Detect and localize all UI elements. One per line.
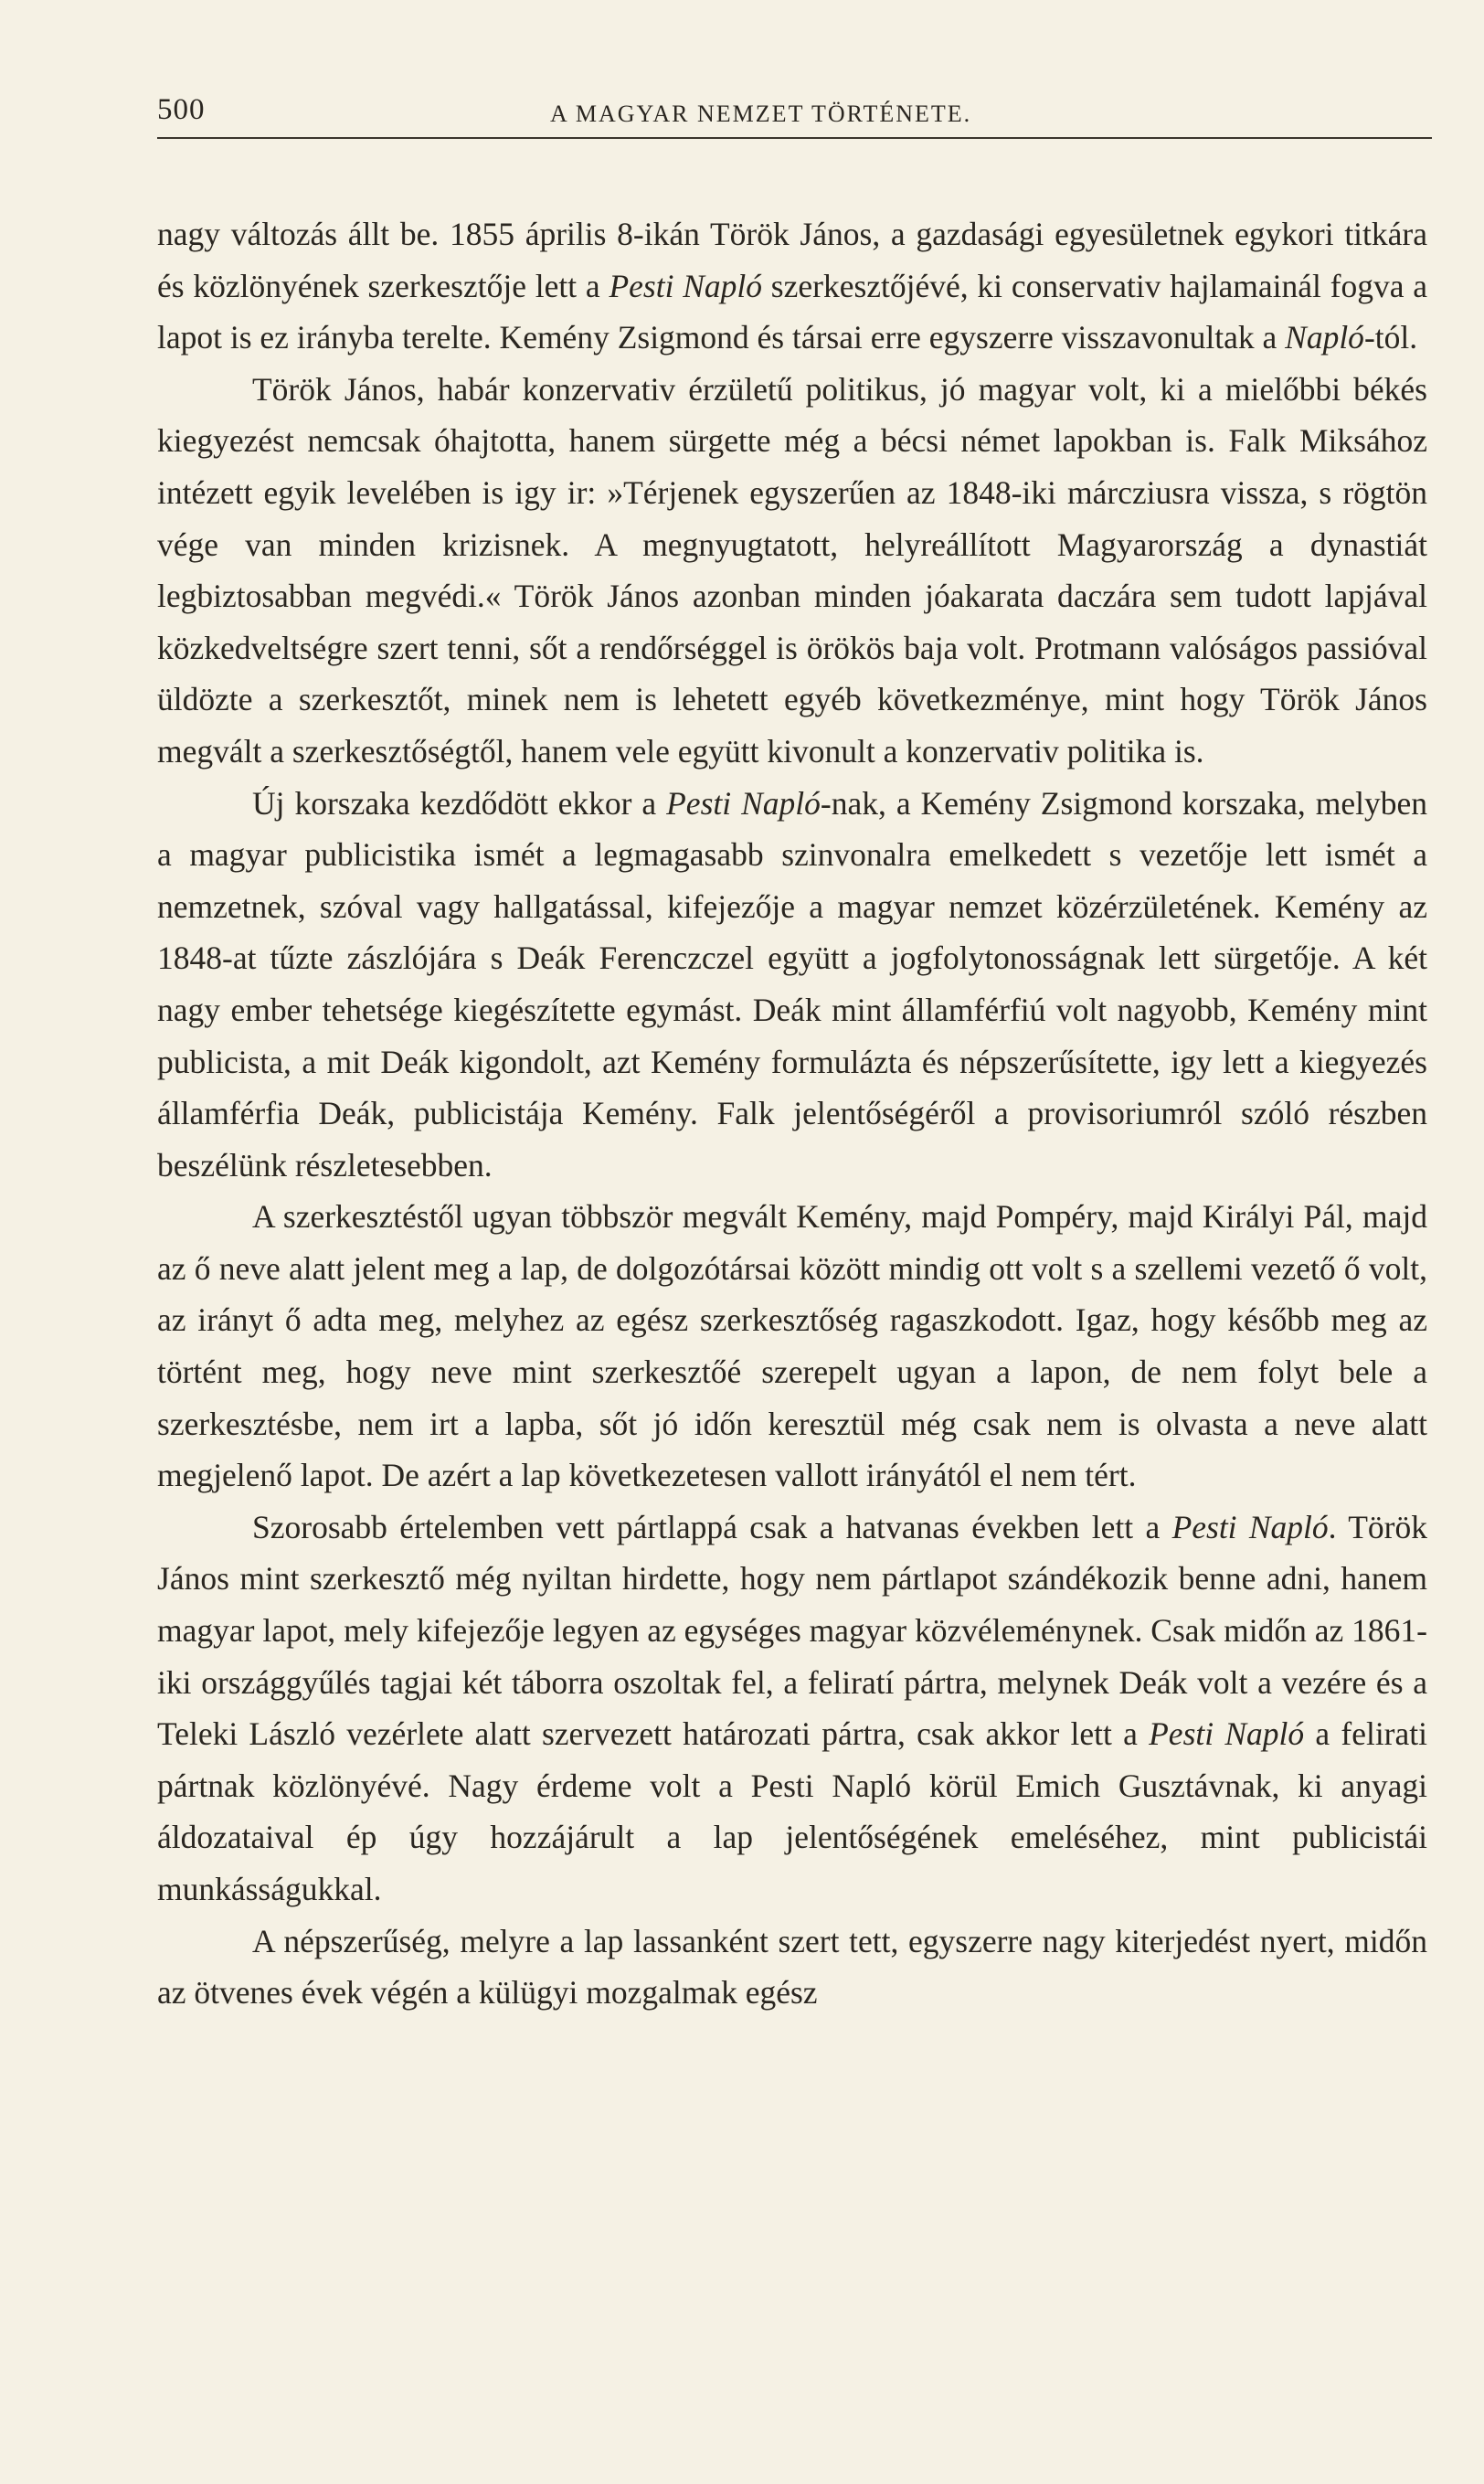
italic-title-run: Pesti Napló [1149, 1715, 1305, 1753]
text-run: . Török János mint szerkesztő még nyiltan hirdette, hogy nem pártlapot szándékozik benne adni, hanem magyar lapot, mely kifejezője legyen az egységes magyar közvéleménynek. Csak midőn az 1861-iki országgyűlés tagjai két táborra oszoltak fel, a feliratí pártra, melynek Deák volt a vezére és a Teleki László vezérlete alatt szervezett határozati pártra, csak akkor lett a [157, 1508, 1427, 1753]
paragraph [157, 1191, 1427, 1502]
text-run: A népszerűség, melyre a lap lassanként szert tett, egyszerre nagy kiterjedést nyert, midőn az ötvenes évek végén a külügyi mozgalmak egész [157, 1922, 1427, 2012]
text-run: szerkesztőjévé, ki conservativ hajlamainál fogva a lapot is ez irányba terelte. Kemény Zsigmond és társai erre egyszerre visszavonultak a [157, 267, 1427, 356]
text-run: nagy változás állt be. 1855 április 8-ikán Török János, a gazdasági egyesületnek egykori titkára és közlönyének szerkesztője lett a [157, 216, 1427, 304]
italic-title-run: Pesti Napló [1171, 1508, 1329, 1545]
text-run: A szerkesztéstől ugyan többször megvált Kemény, majd Pompéry, majd Királyi Pál, majd az ő neve alatt jelent meg a lap, de dolgozótársai között mindig ott volt s a szellemi vezető ő volt, az irányt ő adta meg, melyhez az egész szerkesztőség ragaszkodott. Igaz, hogy később meg az történt meg, hogy neve mint szerkesztőé szerepelt ugyan a lapon, de nem folyt bele a szerkesztésbe, nem irt a lapba, sőt jó időn keresztül még csak nem is olvasta a neve alatt megjelenő lapot. De azért a lap következetesen vallott irányától el nem tért. [157, 1198, 1427, 1494]
paragraph [157, 364, 1427, 778]
page-number: 500 [157, 93, 206, 126]
running-title: A MAGYAR NEMZET TÖRTÉNETE. [550, 101, 972, 127]
body-text [157, 208, 1427, 2019]
paragraph [157, 778, 1427, 1192]
italic-title-run: Napló [1285, 319, 1364, 356]
text-run: Új korszaka kezdődött ekkor a [252, 784, 667, 822]
paragraph [157, 1502, 1427, 1916]
paragraph [157, 1916, 1427, 2019]
text-run: -tól. [1363, 319, 1418, 356]
italic-title-run: Pesti Napló [609, 267, 763, 304]
running-head [157, 93, 1432, 139]
text-run: Török János, habár konzervativ érzületű politikus, jó magyar volt, ki a mielőbbi békés kiegyezést nemcsak óhajtotta, hanem sürgette még a bécsi német lapokban is. Falk Miksához intézett egyik levelében is igy ir: »Térjenek egyszerűen az 1848-iki márcziusra vissza, s rögtön vége van minden krizisnek. A megnyugtatott, helyreállított Magyarország a dynastiát legbiztosabban megvédi.« Török János azonban minden jóakarata daczára sem tudott lapjával közkedveltségre szert tenni, sőt a rendőrséggel is örökös baja volt. Protmann valóságos passióval üldözte a szerkesztőt, minek nem is lehetett egyéb következménye, mint hogy Török János megvált a szerkesztőségtől, hanem vele együtt kivonult a konzervativ politika is. [157, 370, 1427, 770]
text-run: a felirati pártnak közlönyévé. Nagy érdeme volt a Pesti Napló körül Emich Gusztávnak, ki anyagi áldozataival ép úgy hozzájárult a lap jelentőségének emeléséhez, mint publicistái munkásságukkal. [157, 1715, 1427, 1907]
italic-title-run: Pesti Napló [666, 784, 821, 822]
text-run: -nak, a Kemény Zsigmond korszaka, melyben a magyar publicistika ismét a legmagasabb szinvonalra emelkedett s vezetője lett ismét a nemzetnek, szóval vagy hallgatással, kifejezője a magyar nemzet közérzületének. Kemény az 1848-at tűzte zászlójára s Deák Ferenczczel együtt a jogfolytonosságnak lett sürgetője. A két nagy ember tehetsége kiegészítette egymást. Deák mint államférfiú volt nagyobb, Kemény mint publicista, a mit Deák kigondolt, azt Kemény formulázta és népszerűsítette, igy lett a kiegyezés államférfia Deák, publicistája Kemény. Falk jelentőségéről a provisoriumról szóló részben beszélünk részletesebben. [157, 784, 1427, 1184]
paragraph [157, 208, 1427, 364]
text-run: Szorosabb értelemben vett pártlappá csak a hatvanas években lett a [252, 1508, 1172, 1545]
